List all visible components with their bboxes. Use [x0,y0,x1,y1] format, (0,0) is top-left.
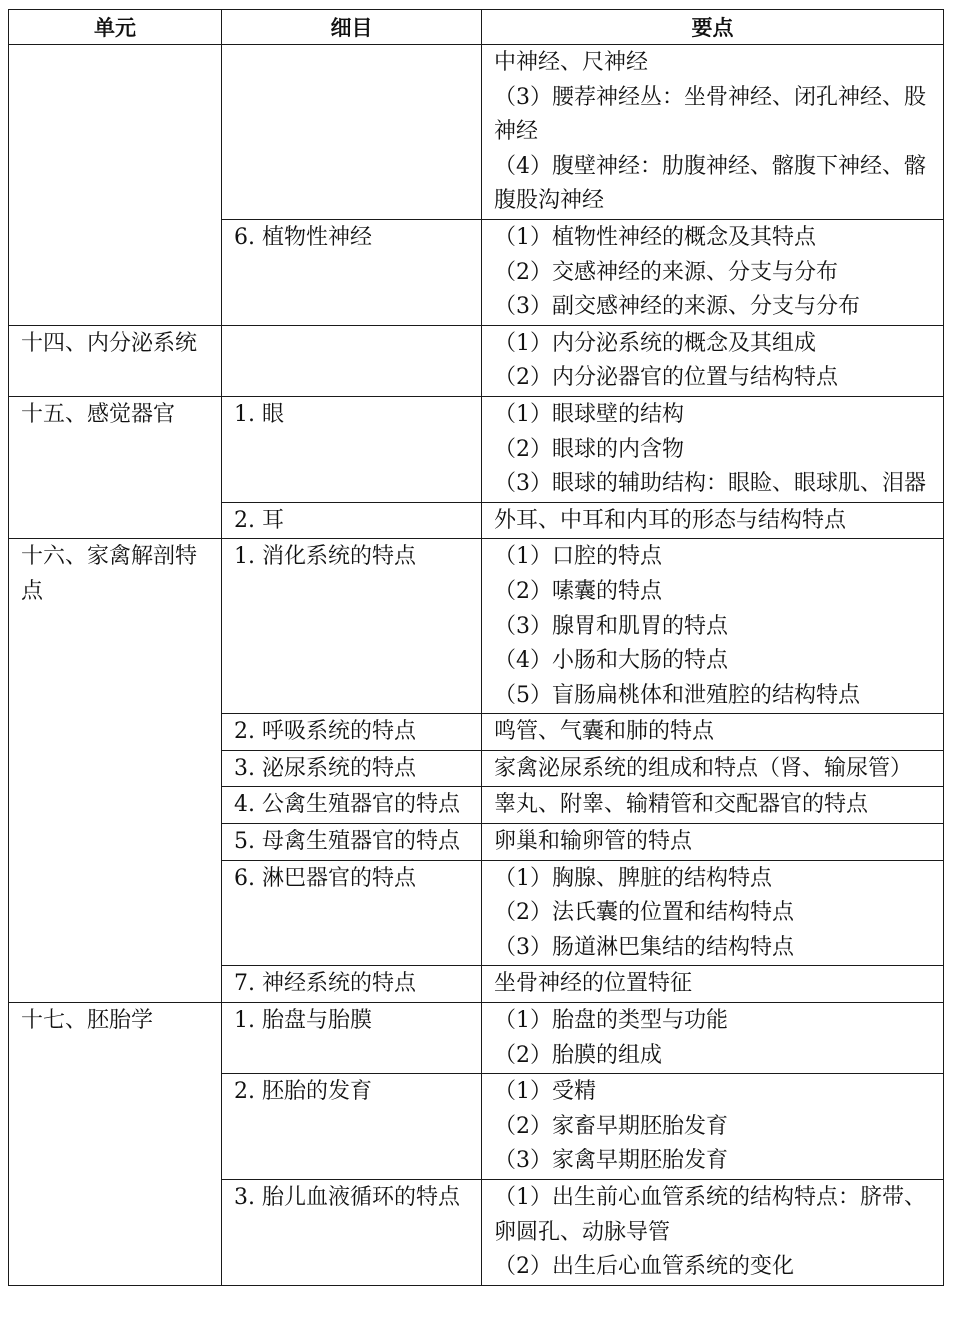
point-line: （3）腰荐神经丛：坐骨神经、闭孔神经、股神经 [494,84,926,145]
item-label: 2. 胚胎的发育 [234,1079,372,1105]
point-line: （2）法氏囊的位置和结构特点 [494,900,794,926]
unit-cell-continued [9,45,222,326]
point-line: （2）眼球的内含物 [494,436,684,462]
syllabus-table [8,9,944,1286]
point-line: （1）口腔的特点 [494,544,662,570]
item-label: 7. 神经系统的特点 [234,971,416,997]
header-item: 细目 [222,10,482,45]
table-row [9,325,944,396]
unit-cell [9,539,222,1003]
unit-cell [9,396,222,538]
item-cell [222,45,482,220]
unit-cell [9,1003,222,1286]
point-line: 睾丸、附睾、输精管和交配器官的特点 [494,792,869,818]
point-line: （2）出生后心血管系统的变化 [494,1254,794,1280]
point-line: （2）内分泌器官的位置与结构特点 [494,365,838,391]
item-cell [222,1074,482,1180]
point-line: （2）家畜早期胚胎发育 [494,1113,728,1139]
item-label: 5. 母禽生殖器官的特点 [234,829,460,855]
item-cell [222,860,482,966]
table-row [9,539,944,714]
point-line: 坐骨神经的位置特征 [494,971,693,997]
unit-label: 十五、感觉器官 [21,401,176,427]
point-line: （3）副交感神经的来源、分支与分布 [494,294,860,320]
item-label: 2. 呼吸系统的特点 [234,719,416,745]
header-row [9,10,944,45]
point-line: （2）胎膜的组成 [494,1042,662,1068]
point-line: （3）腺胃和肌胃的特点 [494,613,728,639]
point-line: （1）眼球壁的结构 [494,401,684,427]
item-cell [222,219,482,325]
point-line: （5）盲肠扁桃体和泄殖腔的结构特点 [494,682,860,708]
points-cell [482,750,944,787]
point-line: （1）内分泌系统的概念及其组成 [494,330,816,356]
unit-label: 十六、家禽解剖特点 [21,544,198,604]
points-cell [482,860,944,966]
points-cell [482,787,944,824]
header-points: 要点 [482,10,944,45]
point-line: 家禽泌尿系统的组成和特点（肾、输尿管） [494,755,913,781]
item-cell [222,750,482,787]
unit-label: 十四、内分泌系统 [21,330,198,356]
item-cell [222,966,482,1003]
item-cell [222,502,482,539]
point-line: （2）嗉囊的特点 [494,578,662,604]
points-cell [482,1074,944,1180]
table-row [9,396,944,502]
points-cell [482,824,944,861]
points-cell [482,966,944,1003]
points-cell [482,539,944,714]
item-cell [222,824,482,861]
point-line: （3）眼球的辅助结构：眼睑、眼球肌、泪器 [494,471,926,497]
unit-label: 十七、胚胎学 [21,1008,154,1034]
points-cell [482,714,944,751]
item-label: 3. 泌尿系统的特点 [234,755,416,781]
point-line: （1）胎盘的类型与功能 [494,1008,728,1034]
point-line: 外耳、中耳和内耳的形态与结构特点 [494,507,847,533]
item-cell [222,1180,482,1286]
item-cell [222,396,482,502]
table-row [9,1003,944,1074]
point-line: （3）肠道淋巴集结的结构特点 [494,934,794,960]
point-line: 卵巢和输卵管的特点 [494,829,693,855]
item-label: 1. 消化系统的特点 [234,544,416,570]
points-cell [482,1003,944,1074]
item-label: 1. 眼 [234,401,284,427]
point-line: 鸣管、气囊和肺的特点 [494,719,715,745]
points-cell [482,219,944,325]
point-line: （3）家禽早期胚胎发育 [494,1148,728,1174]
item-label: 6. 植物性神经 [234,224,372,250]
point-line: （1）胸腺、脾脏的结构特点 [494,865,772,891]
point-line: （4）小肠和大肠的特点 [494,648,728,674]
point-line: （1）受精 [494,1079,596,1105]
item-label: 2. 耳 [234,507,284,533]
point-line: （1）植物性神经的概念及其特点 [494,224,816,250]
points-cell [482,396,944,502]
point-line: （4）腹壁神经：肋腹神经、髂腹下神经、髂腹股沟神经 [494,153,926,214]
point-line: （2）交感神经的来源、分支与分布 [494,259,838,285]
header-unit: 单元 [9,10,222,45]
item-label: 6. 淋巴器官的特点 [234,865,416,891]
point-line: 中神经、尺神经 [494,50,649,75]
item-cell [222,714,482,751]
point-line: （1）出生前心血管系统的结构特点：脐带、卵圆孔、动脉导管 [494,1185,926,1245]
item-cell [222,539,482,714]
item-label: 1. 胎盘与胎膜 [234,1008,372,1034]
table-row [9,45,944,220]
unit-cell [9,325,222,396]
points-cell [482,1180,944,1286]
item-cell [222,1003,482,1074]
item-label: 4. 公禽生殖器官的特点 [234,792,460,818]
item-cell [222,787,482,824]
points-cell [482,502,944,539]
item-label: 3. 胎儿血液循环的特点 [234,1185,460,1210]
item-cell [222,325,482,396]
points-cell [482,325,944,396]
points-cell [482,45,944,220]
